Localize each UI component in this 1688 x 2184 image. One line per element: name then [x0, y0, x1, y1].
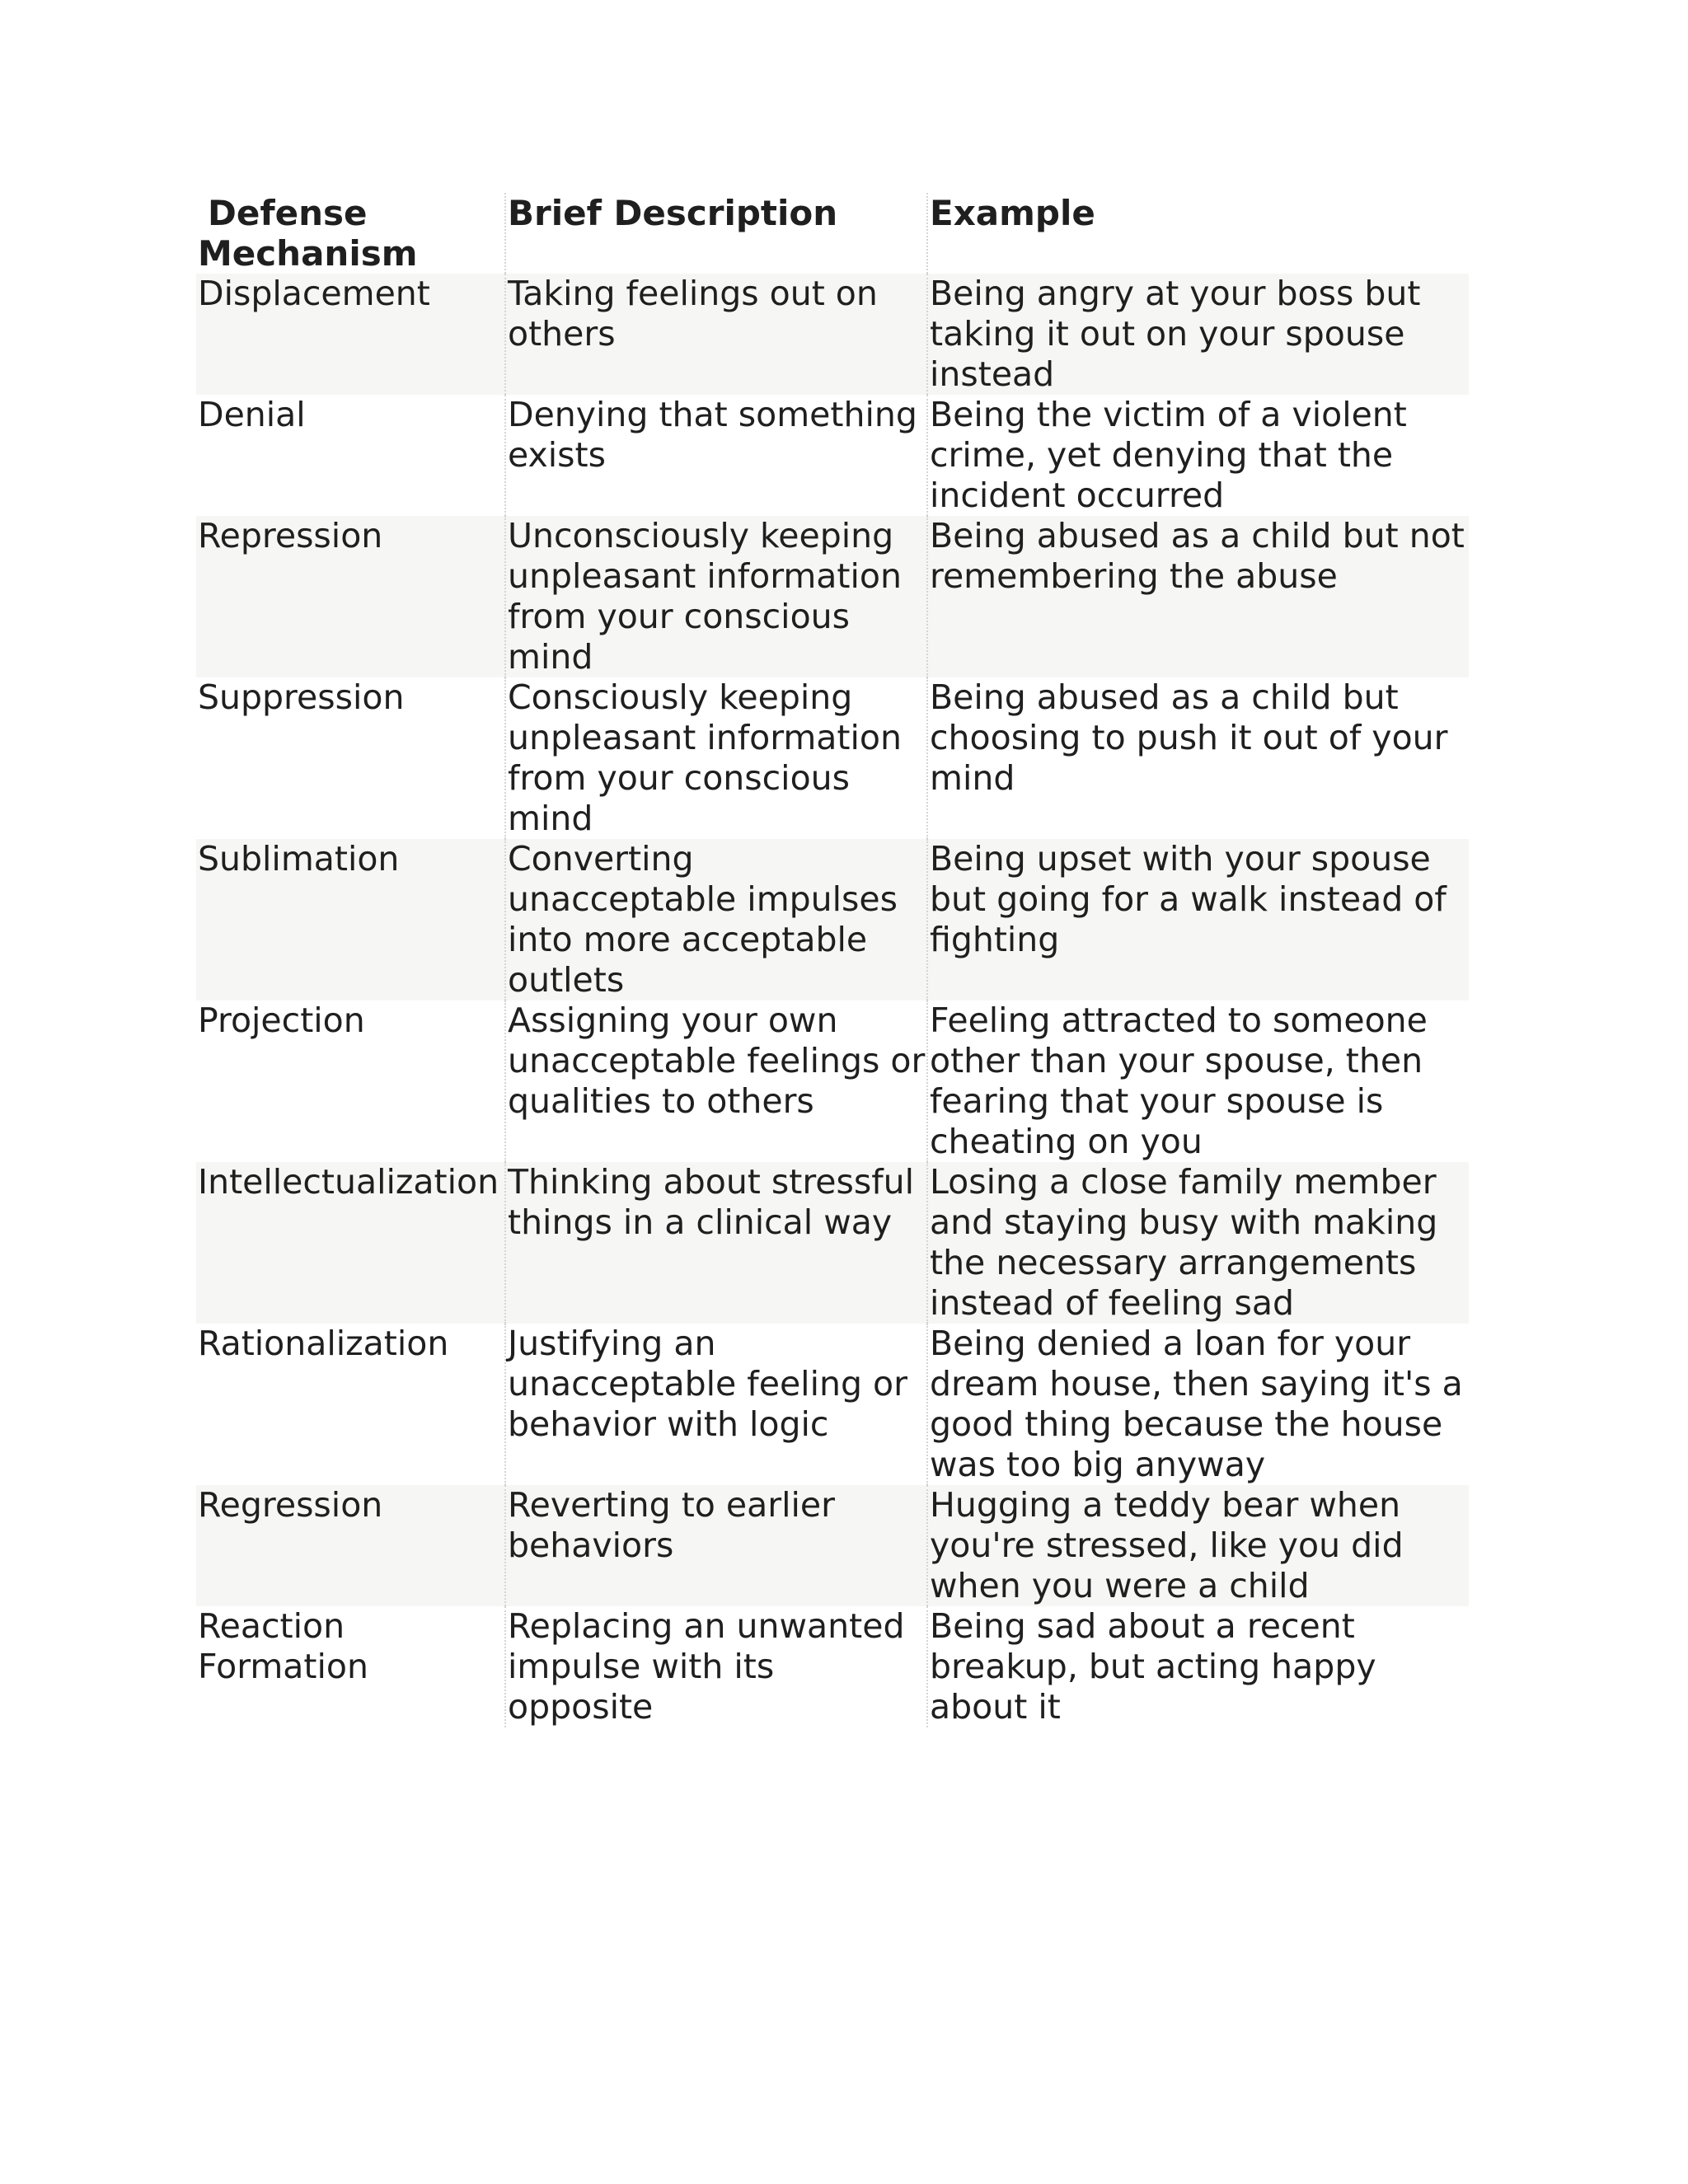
description-cell: Unconsciously keeping unpleasant information from your conscious mind — [505, 516, 927, 677]
example-cell: Hugging a teddy bear when you're stressed, like you did when you were a child — [927, 1485, 1469, 1606]
table-row — [196, 1324, 1469, 1485]
example-cell: Being abused as a child but not remembering the abuse — [927, 516, 1469, 677]
mechanism-cell: Reaction Formation — [198, 1606, 368, 1686]
table-header-row — [196, 193, 1469, 274]
description-cell: Justifying an unacceptable feeling or behavior with logic — [505, 1324, 927, 1485]
header-defense-mechanism-line2: Mechanism — [198, 233, 418, 274]
example-cell: Being angry at your boss but taking it out on your spouse instead — [927, 274, 1469, 395]
mechanism-cell: Regression — [196, 1485, 505, 1606]
description-cell: Consciously keeping unpleasant information from your conscious mind — [505, 677, 927, 839]
table-row — [196, 839, 1469, 1001]
example-cell: Losing a close family member and staying busy with making the necessary arrangements instead of feeling sad — [927, 1162, 1469, 1324]
mechanism-cell: Denial — [198, 395, 306, 434]
table-row — [196, 1162, 1469, 1324]
mechanism-cell: Displacement — [196, 274, 505, 395]
mechanism-cell: Rationalization — [198, 1324, 449, 1363]
header-defense-mechanism — [196, 193, 505, 274]
description-cell: Assigning your own unacceptable feelings or qualities to others — [505, 1001, 927, 1162]
mechanism-cell: Repression — [196, 516, 505, 677]
table-row — [196, 274, 1469, 395]
example-cell: Being abused as a child but choosing to push it out of your mind — [927, 677, 1469, 839]
description-cell: Thinking about stressful things in a clinical way — [505, 1162, 927, 1324]
table-row — [196, 516, 1469, 677]
description-cell: Taking feelings out on others — [505, 274, 927, 395]
table-row — [196, 1606, 1469, 1727]
mechanism-cell: Intellectualization — [196, 1162, 505, 1324]
defense-mechanisms-table — [196, 193, 1469, 1727]
table-row — [196, 677, 1469, 839]
example-cell: Feeling attracted to someone other than your spouse, then fearing that your spouse is cheating on you — [927, 1001, 1469, 1162]
description-cell: Replacing an unwanted impulse with its opposite — [505, 1606, 927, 1727]
table-row — [196, 1001, 1469, 1162]
table-row — [196, 1485, 1469, 1606]
table-row — [196, 395, 1469, 516]
description-cell: Reverting to earlier behaviors — [505, 1485, 927, 1606]
table-body — [196, 274, 1469, 1727]
description-cell: Denying that something exists — [505, 395, 927, 516]
description-cell: Converting unacceptable impulses into more acceptable outlets — [505, 839, 927, 1001]
example-cell: Being upset with your spouse but going for a walk instead of fighting — [927, 839, 1469, 1001]
header-defense-mechanism-line1: Defense — [208, 193, 368, 233]
mechanism-cell: Sublimation — [196, 839, 505, 1001]
example-cell: Being the victim of a violent crime, yet denying that the incident occurred — [927, 395, 1469, 516]
header-example: Example — [927, 193, 1469, 274]
mechanism-cell: Suppression — [198, 677, 405, 717]
example-cell: Being sad about a recent breakup, but acting happy about it — [927, 1606, 1469, 1727]
mechanism-cell: Projection — [198, 1001, 365, 1040]
example-cell: Being denied a loan for your dream house, then saying it's a good thing because the house was too big anyway — [927, 1324, 1469, 1485]
header-brief-description: Brief Description — [505, 193, 927, 274]
